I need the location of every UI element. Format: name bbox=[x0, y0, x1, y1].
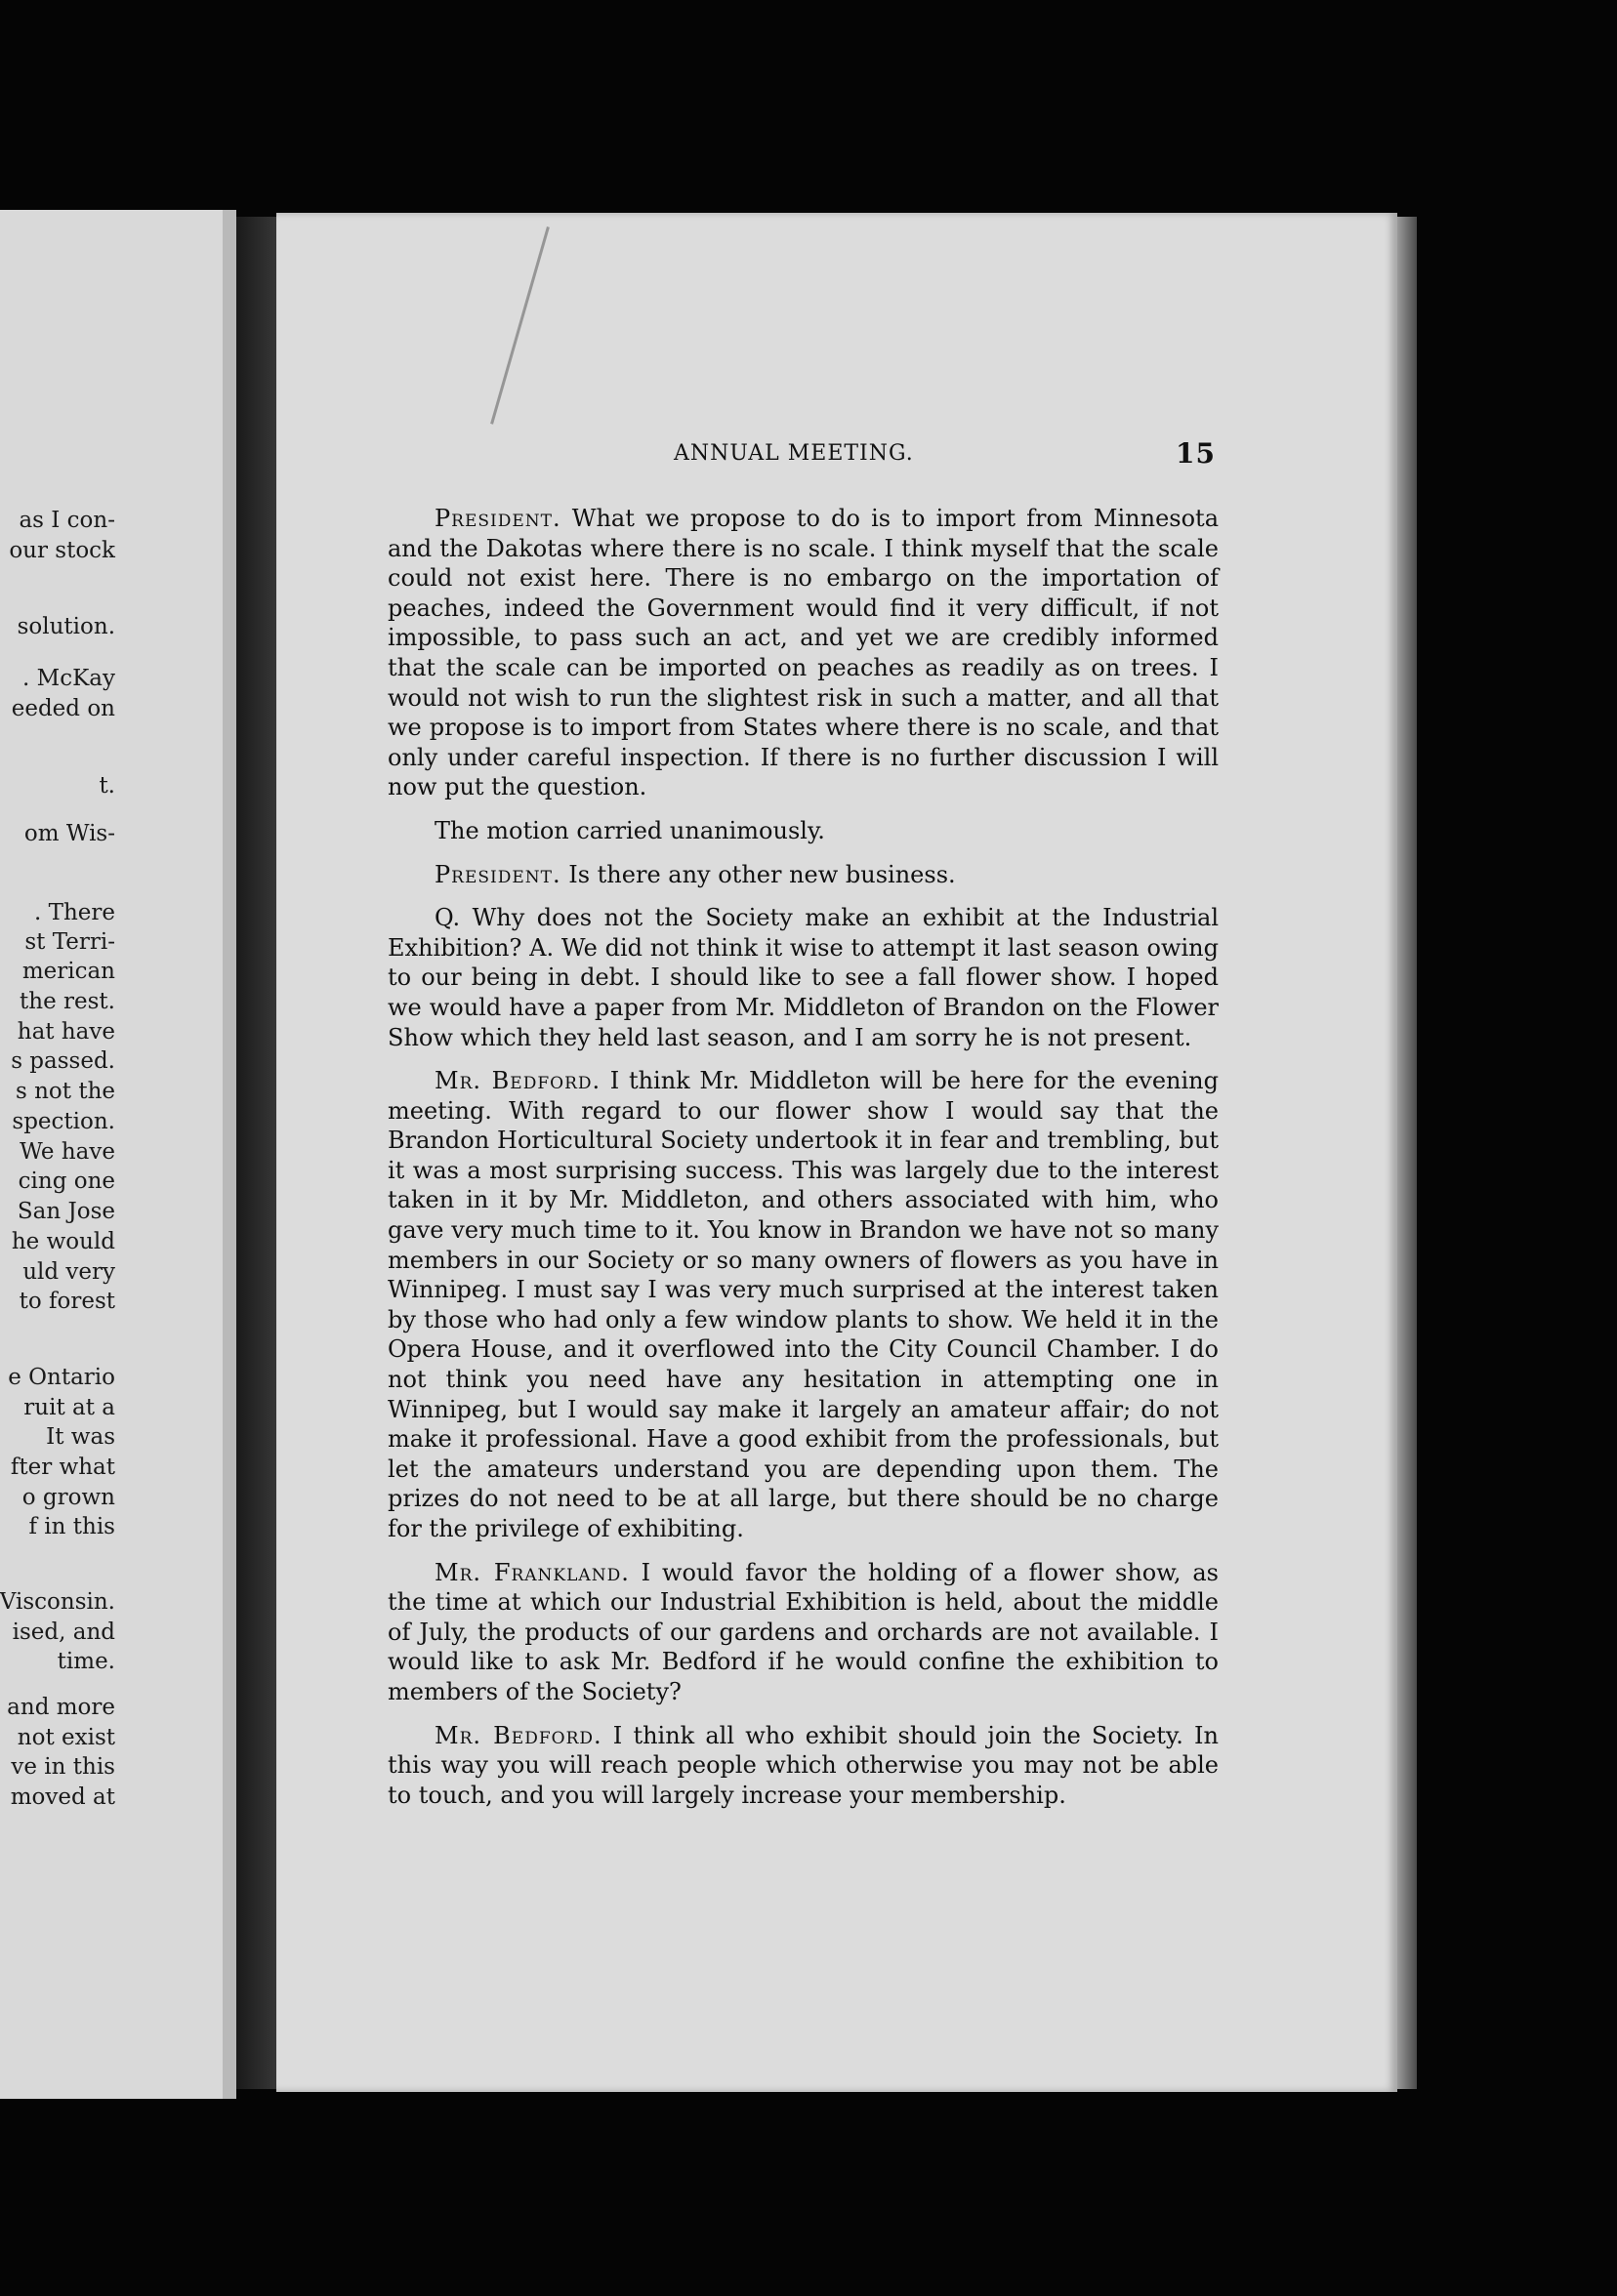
facing-page-fragment: moved at bbox=[10, 1784, 115, 1810]
facing-page-fragment: fter what bbox=[10, 1455, 115, 1480]
page-number: 15 bbox=[1176, 437, 1216, 470]
running-title: ANNUAL MEETING. bbox=[674, 441, 914, 466]
speaker-label: President. bbox=[435, 505, 561, 532]
facing-page-fragment: eeded on bbox=[11, 696, 115, 721]
paragraph bbox=[388, 903, 1219, 1052]
paragraph-text: Is there any other new business. bbox=[560, 860, 956, 888]
facing-page-fragment: om Wis- bbox=[23, 821, 115, 846]
facing-page-fragment: . There bbox=[34, 900, 115, 925]
facing-page-fragment: spection. bbox=[12, 1109, 115, 1134]
paragraph-text: I think Mr. Middleton will be here for the evening meeting. With regard to our flower show I would say that the Brandon Horticultural Society undertook it in fear and trembling, but it was a most surprising success. This was largely due to the interest taken in it by Mr. Middleton, and others associated with him, who gave very much time to it. You know in Brandon we have not so many members in our Society or so many owners of flowers as you have in Winnipeg. I must say I was very much surprised at the interest taken by those who had only a few window plants to show. We held it in the Opera House, and it overflowed into the City Council Chamber. I do not think you need have any hesitation in attempting one in Winnipeg, but I would say make it largely an amateur affair; do not make it professional. Have a good exhibit from the professionals, but let the amateurs understand you are depending upon them. The prizes do not need to be at all large, but there should be no charge for the privilege of exhibiting. bbox=[388, 1067, 1219, 1542]
facing-page-fragment: merican bbox=[21, 959, 115, 984]
facing-page-fragment: f in this bbox=[28, 1514, 115, 1539]
facing-page-fragment: San Jose bbox=[17, 1199, 115, 1224]
facing-page bbox=[0, 210, 234, 2099]
speaker-label: Mr. Bedford. bbox=[435, 1721, 602, 1749]
facing-page-fragment: cing one bbox=[18, 1168, 115, 1194]
facing-page-fragment: the rest. bbox=[20, 989, 115, 1014]
facing-page-fragment: he would bbox=[11, 1229, 115, 1254]
facing-page-fragment: s passed. bbox=[11, 1048, 115, 1074]
facing-page-fragment: It was bbox=[46, 1424, 115, 1450]
facing-page-fragment: ve in this bbox=[11, 1754, 115, 1780]
paragraph bbox=[388, 504, 1219, 802]
book-spine bbox=[236, 217, 281, 2089]
facing-page-fragment: st Terri- bbox=[24, 929, 115, 955]
facing-page-fragment: . McKay bbox=[22, 666, 115, 691]
page-edge bbox=[1397, 217, 1417, 2089]
speaker-label: President. bbox=[435, 860, 561, 888]
facing-page-fragment: our stock bbox=[9, 538, 115, 563]
facing-page-fragment: ruit at a bbox=[23, 1395, 115, 1420]
facing-page-fragment: not exist bbox=[17, 1725, 115, 1750]
facing-page-fragment: o grown bbox=[21, 1485, 115, 1510]
facing-page-fragment: Visconsin. bbox=[0, 1589, 115, 1615]
facing-page-fragment: e Ontario bbox=[8, 1365, 115, 1390]
paragraph-text: I would favor the holding of a flower show, as the time at which our Industrial Exhibition is held, about the middle of July, the products of our gardens and orchards are not available. I would like to ask Mr. Bedford if he would confine the exhibition to members of the Society? bbox=[388, 1558, 1219, 1705]
paragraph bbox=[388, 816, 1219, 846]
facing-page-gutter bbox=[223, 210, 236, 2099]
facing-page-fragment: uld very bbox=[22, 1259, 115, 1285]
paragraph-text: Q. Why does not the Society make an exhibit at the Industrial Exhibition? A. We did not think it wise to attempt it last season owing to our being in debt. I should like to see a fall flower show. I hoped we would have a paper from Mr. Middleton of Brandon on the Flower Show which they held last season, and I am sorry he is not present. bbox=[388, 904, 1219, 1051]
facing-page-fragment: and more bbox=[7, 1695, 115, 1720]
paragraph bbox=[388, 1721, 1219, 1811]
facing-page-fragment: s not the bbox=[16, 1079, 115, 1104]
facing-page-fragment: We have bbox=[20, 1139, 115, 1165]
speaker-label: Mr. Bedford. bbox=[435, 1067, 601, 1095]
facing-page-fragment: to forest bbox=[19, 1289, 115, 1314]
paragraph-text: I think all who exhibit should join the Society. In this way you will reach people which otherwise you may not be able to touch, and you will largely increase your membership. bbox=[388, 1721, 1219, 1809]
facing-page-fragment: time. bbox=[57, 1649, 115, 1674]
facing-page-fragment: hat have bbox=[17, 1019, 115, 1045]
paragraph-text: The motion carried unanimously. bbox=[435, 816, 825, 844]
paragraph bbox=[388, 860, 1219, 890]
paragraph bbox=[388, 1558, 1219, 1707]
facing-page-fragment: as I con- bbox=[19, 508, 115, 533]
facing-page-fragment: solution. bbox=[17, 614, 115, 639]
paragraph bbox=[388, 1066, 1219, 1544]
body-text bbox=[388, 504, 1219, 1824]
paragraph-text: What we propose to do is to import from Minnesota and the Dakotas where there is no scale. I think myself that the scale could not exist here. There is no embargo on the importation of peaches, indeed the Government would find it very difficult, if not impossible, to pass such an act, and yet we are credibly informed that the scale can be imported on peaches as readily as on trees. I would not wish to run the slightest risk in such a matter, and all that we propose is to import from States where there is no scale, and that only under careful inspection. If there is no further discussion I will now put the question. bbox=[388, 505, 1219, 801]
facing-page-fragment: t. bbox=[99, 773, 115, 799]
facing-page-fragment: ised, and bbox=[12, 1620, 115, 1645]
speaker-label: Mr. Frankland. bbox=[435, 1558, 630, 1586]
